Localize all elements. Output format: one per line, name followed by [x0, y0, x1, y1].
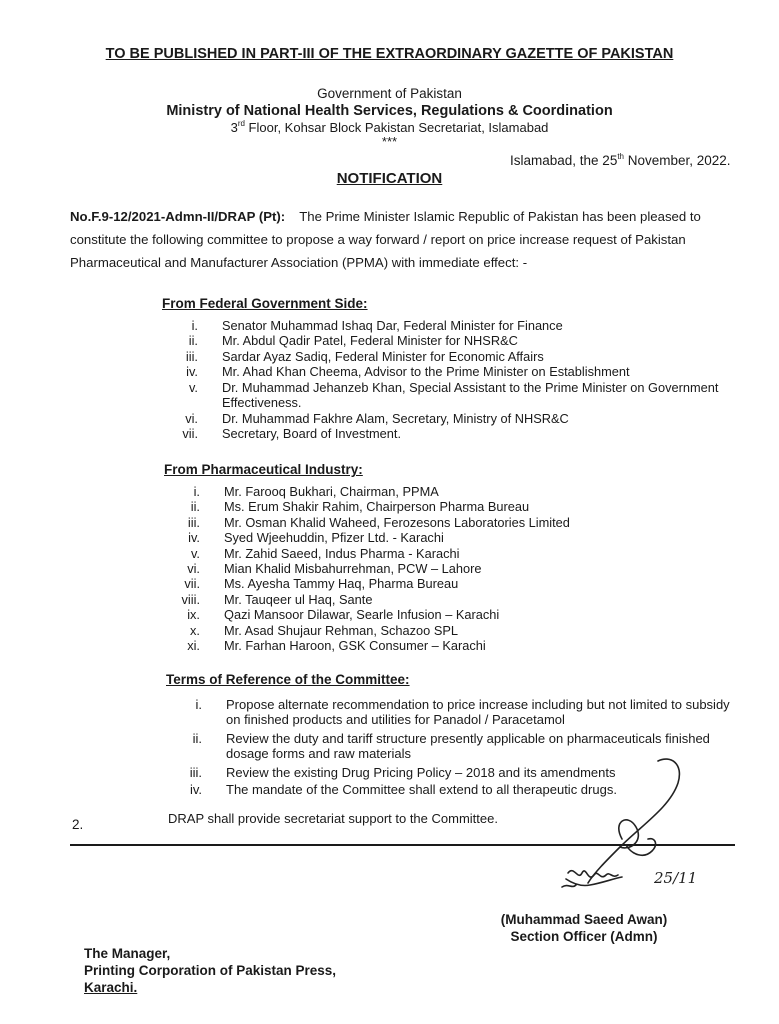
- federal-members-list: [176, 318, 736, 441]
- item-number: iii.: [187, 514, 200, 530]
- list-item: [176, 426, 736, 441]
- item-number: v.: [188, 379, 198, 395]
- list-item: [180, 697, 740, 731]
- notification-title: NOTIFICATION: [336, 170, 443, 187]
- item-number: iv.: [186, 364, 198, 380]
- list-item: [178, 638, 738, 653]
- list-item: [176, 364, 736, 379]
- item-text: Ms. Ayesha Tammy Haq, Pharma Bureau: [224, 576, 459, 592]
- item-text: Mr. Asad Shujaur Rehman, Schazoo SPL: [224, 622, 459, 638]
- item-number: iii.: [189, 765, 202, 780]
- item-text-line1: Dr. Muhammad Jehanzeb Khan, Special Assistant to the Prime Minister on Government: [222, 379, 719, 395]
- signatory-name: (Muhammad Saeed Awan): [500, 912, 668, 927]
- item-number: viii.: [181, 591, 200, 607]
- addressee-line-3: Karachi.: [84, 980, 138, 995]
- address-ordinal-suffix: rd: [237, 119, 245, 128]
- signature-date: [653, 869, 697, 887]
- ministry-name: Ministry of National Health Services, Regulations & Coordination: [166, 103, 613, 119]
- date-prefix: Islamabad, the 25: [510, 153, 618, 168]
- paragraph-number: 2.: [72, 817, 84, 832]
- item-number: vi.: [187, 560, 200, 576]
- list-item: [178, 561, 738, 576]
- item-text: Ms. Erum Shakir Rahim, Chairperson Pharma Bureau: [224, 499, 530, 515]
- pharma-industry-heading: From Pharmaceutical Industry:: [164, 462, 363, 477]
- item-text: Senator Muhammad Ishaq Dar, Federal Minister for Finance: [222, 318, 563, 333]
- item-text: Mr. Osman Khalid Waheed, Ferozesons Laboratories Limited: [224, 514, 570, 530]
- item-number: vii.: [184, 576, 200, 592]
- list-item: [176, 333, 736, 348]
- item-text: Mr. Zahid Saeed, Indus Pharma - Karachi: [224, 545, 460, 561]
- list-item: [176, 411, 736, 426]
- pharma-members-list: [178, 484, 738, 653]
- item-number: i.: [195, 697, 202, 712]
- paragraph-text: The Prime Minister Islamic Republic of Pakistan has been pleased to constitute the following committee to propose a way forward / report on price increase request of Pakistan Pharmaceutical and Manufacturer Association (PPMA) with immediate effect: -: [70, 209, 701, 270]
- item-text-line2: dosage forms and raw materials: [226, 746, 411, 761]
- item-text: Qazi Mansoor Dilawar, Searle Infusion – Karachi: [224, 607, 500, 623]
- list-item: [178, 607, 738, 622]
- date-ordinal-suffix: th: [617, 152, 624, 161]
- item-number: iv.: [189, 782, 202, 797]
- secretariat-support-text: DRAP shall provide secretariat support to the Committee.: [168, 811, 498, 826]
- list-item: [176, 380, 736, 411]
- date-suffix: November, 2022.: [624, 153, 731, 168]
- handwritten-signature: [560, 755, 720, 905]
- item-text-line1: Review the duty and tariff structure presently applicable on pharmaceuticals finished: [226, 731, 710, 746]
- item-text: Secretary, Board of Investment.: [222, 425, 401, 441]
- list-item: [178, 592, 738, 607]
- item-text: Syed Wjeehuddin, Pfizer Ltd. - Karachi: [224, 530, 444, 546]
- list-item: [178, 546, 738, 561]
- item-number: x.: [190, 622, 200, 638]
- separator-stars: ***: [381, 134, 398, 149]
- list-item: [178, 576, 738, 591]
- item-number: iv.: [188, 530, 200, 546]
- item-text: Dr. Muhammad Fakhre Alam, Secretary, Ministry of NHSR&C: [222, 410, 569, 426]
- reference-number: No.F.9-12/2021-Admn-II/DRAP (Pt):: [70, 209, 286, 224]
- item-text-line2: on finished products and utilities for Panadol / Paracetamol: [226, 712, 565, 727]
- government-name: Government of Pakistan: [317, 86, 462, 101]
- list-item: [176, 318, 736, 333]
- list-item: [176, 349, 736, 364]
- item-number: iii.: [185, 348, 198, 364]
- list-item: [178, 499, 738, 514]
- item-text: Mr. Abdul Qadir Patel, Federal Minister for NHSR&C: [222, 333, 518, 349]
- address-text: Floor, Kohsar Block Pakistan Secretariat, Islamabad: [244, 120, 549, 135]
- list-item: [178, 530, 738, 545]
- address-ordinal: 3: [230, 120, 238, 135]
- signatory-designation: Section Officer (Admn): [510, 929, 658, 944]
- item-text-line2: Effectiveness.: [222, 394, 302, 410]
- federal-side-heading: From Federal Government Side:: [162, 296, 368, 311]
- notification-paragraph: [70, 205, 730, 274]
- item-text: Mr. Farhan Haroon, GSK Consumer – Karachi: [224, 637, 486, 653]
- item-number: ix.: [187, 607, 200, 623]
- dateline: [510, 153, 731, 168]
- addressee-line-1: The Manager,: [84, 946, 171, 961]
- gazette-instruction: TO BE PUBLISHED IN PART-III OF THE EXTRAORDINARY GAZETTE OF PAKISTAN: [105, 46, 674, 62]
- item-text: Mr. Farooq Bukhari, Chairman, PPMA: [224, 484, 439, 499]
- signature-date-text: 25/11: [654, 869, 698, 887]
- terms-of-reference-heading: Terms of Reference of the Committee:: [166, 672, 410, 687]
- item-number: vi.: [185, 410, 198, 426]
- item-number: i.: [191, 318, 198, 333]
- item-number: ii.: [190, 499, 200, 515]
- list-item: [178, 484, 738, 499]
- list-item: [178, 515, 738, 530]
- item-text: [226, 697, 730, 727]
- item-text: Mr. Ahad Khan Cheema, Advisor to the Prime Minister on Establishment: [222, 364, 630, 380]
- item-text: Mr. Tauqeer ul Haq, Sante: [224, 591, 373, 607]
- item-text: [222, 380, 718, 410]
- list-item: [178, 623, 738, 638]
- item-text: Review the existing Drug Pricing Policy – 2018 and its amendments: [226, 765, 616, 780]
- item-number: xi.: [187, 637, 200, 653]
- item-text: The mandate of the Committee shall extend to all therapeutic drugs.: [226, 782, 617, 797]
- item-number: vii.: [182, 425, 198, 441]
- item-number: ii.: [188, 333, 198, 349]
- item-number: v.: [190, 545, 200, 561]
- item-text-line1: Propose alternate recommendation to price increase including but not limited to subsidy: [226, 697, 730, 712]
- item-text: Mian Khalid Misbahurrehman, PCW – Lahore: [224, 560, 482, 576]
- item-number: i.: [193, 484, 200, 499]
- addressee-line-2: Printing Corporation of Pakistan Press,: [84, 963, 337, 978]
- item-number: ii.: [192, 731, 202, 746]
- item-text: Sardar Ayaz Sadiq, Federal Minister for Economic Affairs: [222, 348, 544, 364]
- ministry-address: [0, 120, 779, 135]
